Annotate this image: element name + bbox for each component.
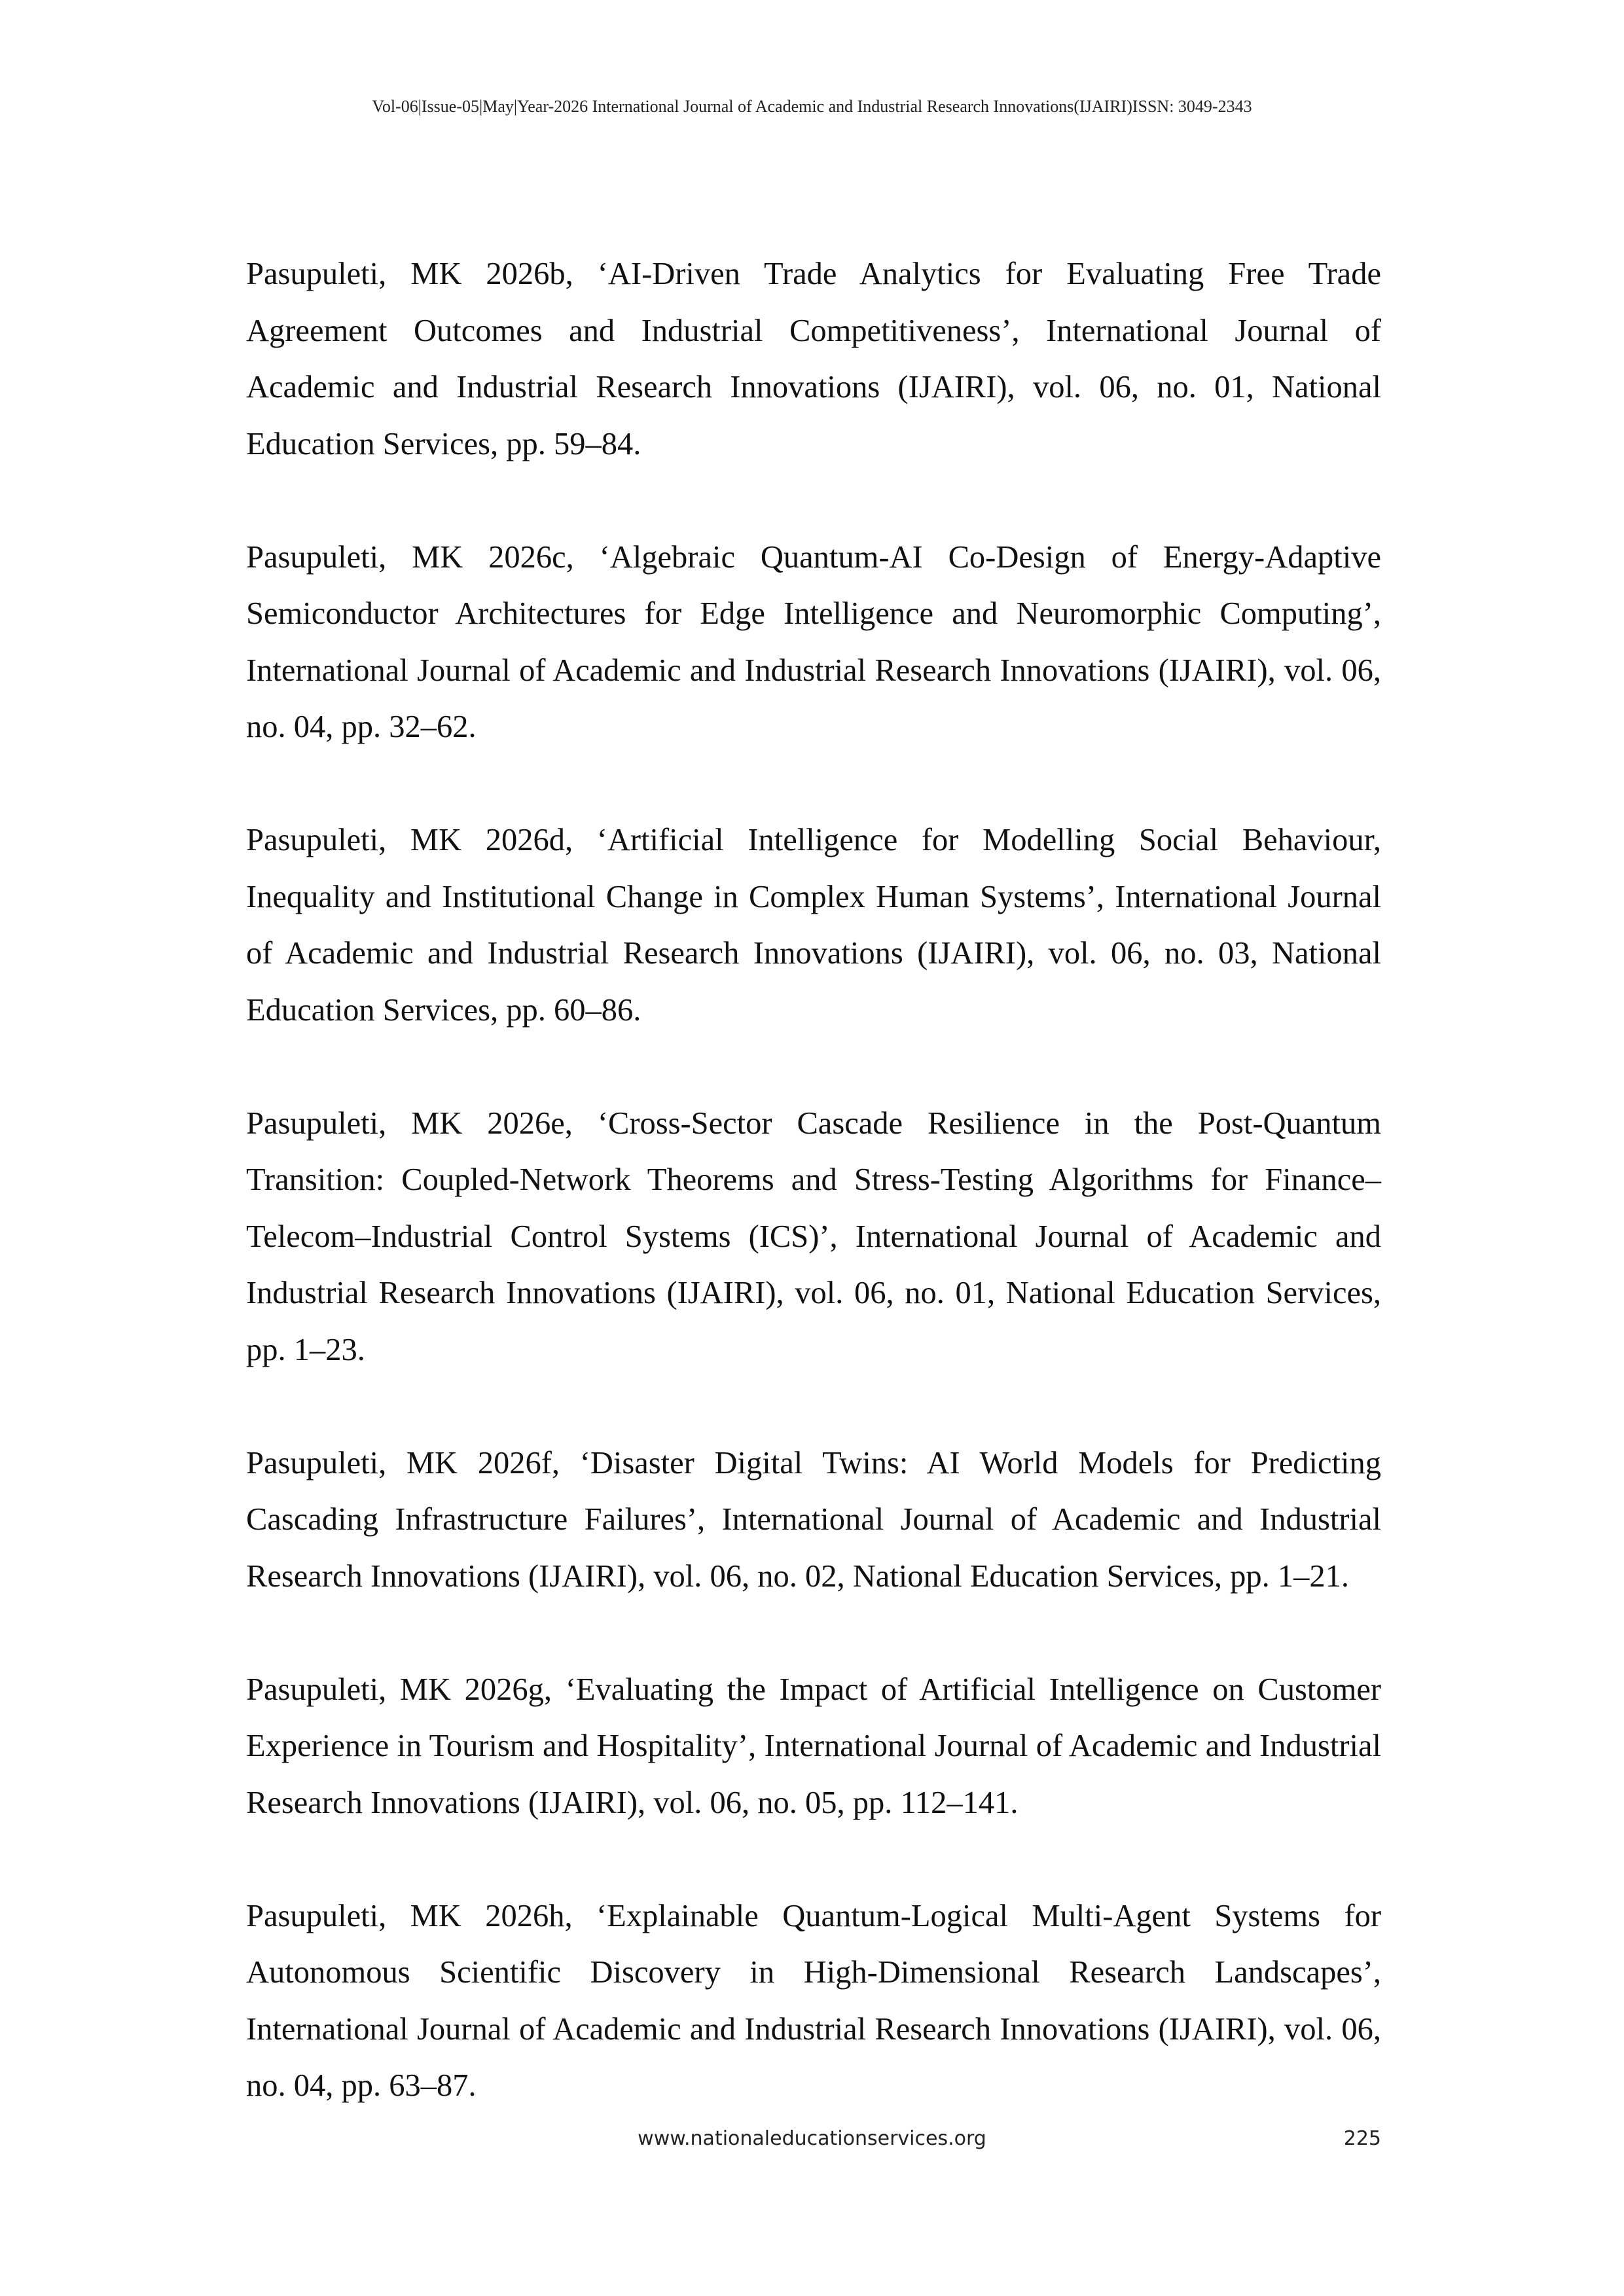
reference-entry: Pasupuleti, MK 2026d, ‘Artificial Intelligence for Modelling Social Behaviour, Inequality and Institutional Change in Complex Human Systems’, International Journal of Academic and Industrial Research Innovations (IJAIRI), vol. 06, no. 03, National Education Services, pp. 60–86. [246,823,1381,1028]
reference-entry: Pasupuleti, MK 2026e, ‘Cross-Sector Cascade Resilience in the Post-Quantum Transition: Coupled-Network Theorems and Stress-Testing Algorithms for Finance–Telecom–Industrial Control Systems (ICS)’, International Journal of Academic and Industrial Research Innovations (IJAIRI), vol. 06, no. 01, National Education Services, pp. 1–23. [246,1105,1381,1367]
reference-entry: Pasupuleti, MK 2026b, ‘AI-Driven Trade Analytics for Evaluating Free Trade Agreement Outcomes and Industrial Competitiveness’, International Journal of Academic and Industrial Research Innovations (IJAIRI), vol. 06, no. 01, National Education Services, pp. 59–84. [246,257,1381,461]
reference-entry: Pasupuleti, MK 2026h, ‘Explainable Quantum-Logical Multi-Agent Systems for Autonomous Scientific Discovery in High-Dimensional Research Landscapes’, International Journal of Academic and Industrial Research Innovations (IJAIRI), vol. 06, no. 04, pp. 63–87. [246,1898,1381,2103]
footer-url: www.nationaleducationservices.org [638,2127,986,2150]
page-number: 225 [1343,2127,1381,2150]
reference-list [246,246,1381,2171]
running-header: Vol-06|Issue-05|May|Year-2026 International Journal of Academic and Industrial Research Innovations(IJAIRI)ISSN: 3049-2343 [372,97,1252,116]
reference-entry: Pasupuleti, MK 2026g, ‘Evaluating the Impact of Artificial Intelligence on Customer Experience in Tourism and Hospitality’, International Journal of Academic and Industrial Research Innovations (IJAIRI), vol. 06, no. 05, pp. 112–141. [246,1672,1381,1820]
reference-entry: Pasupuleti, MK 2026f, ‘Disaster Digital Twins: AI World Models for Predicting Cascading Infrastructure Failures’, International Journal of Academic and Industrial Research Innovations (IJAIRI), vol. 06, no. 02, National Education Services, pp. 1–21. [246,1445,1381,1594]
reference-entry: Pasupuleti, MK 2026c, ‘Algebraic Quantum-AI Co-Design of Energy-Adaptive Semiconductor Architectures for Edge Intelligence and Neuromorphic Computing’, International Journal of Academic and Industrial Research Innovations (IJAIRI), vol. 06, no. 04, pp. 32–62. [246,539,1381,744]
